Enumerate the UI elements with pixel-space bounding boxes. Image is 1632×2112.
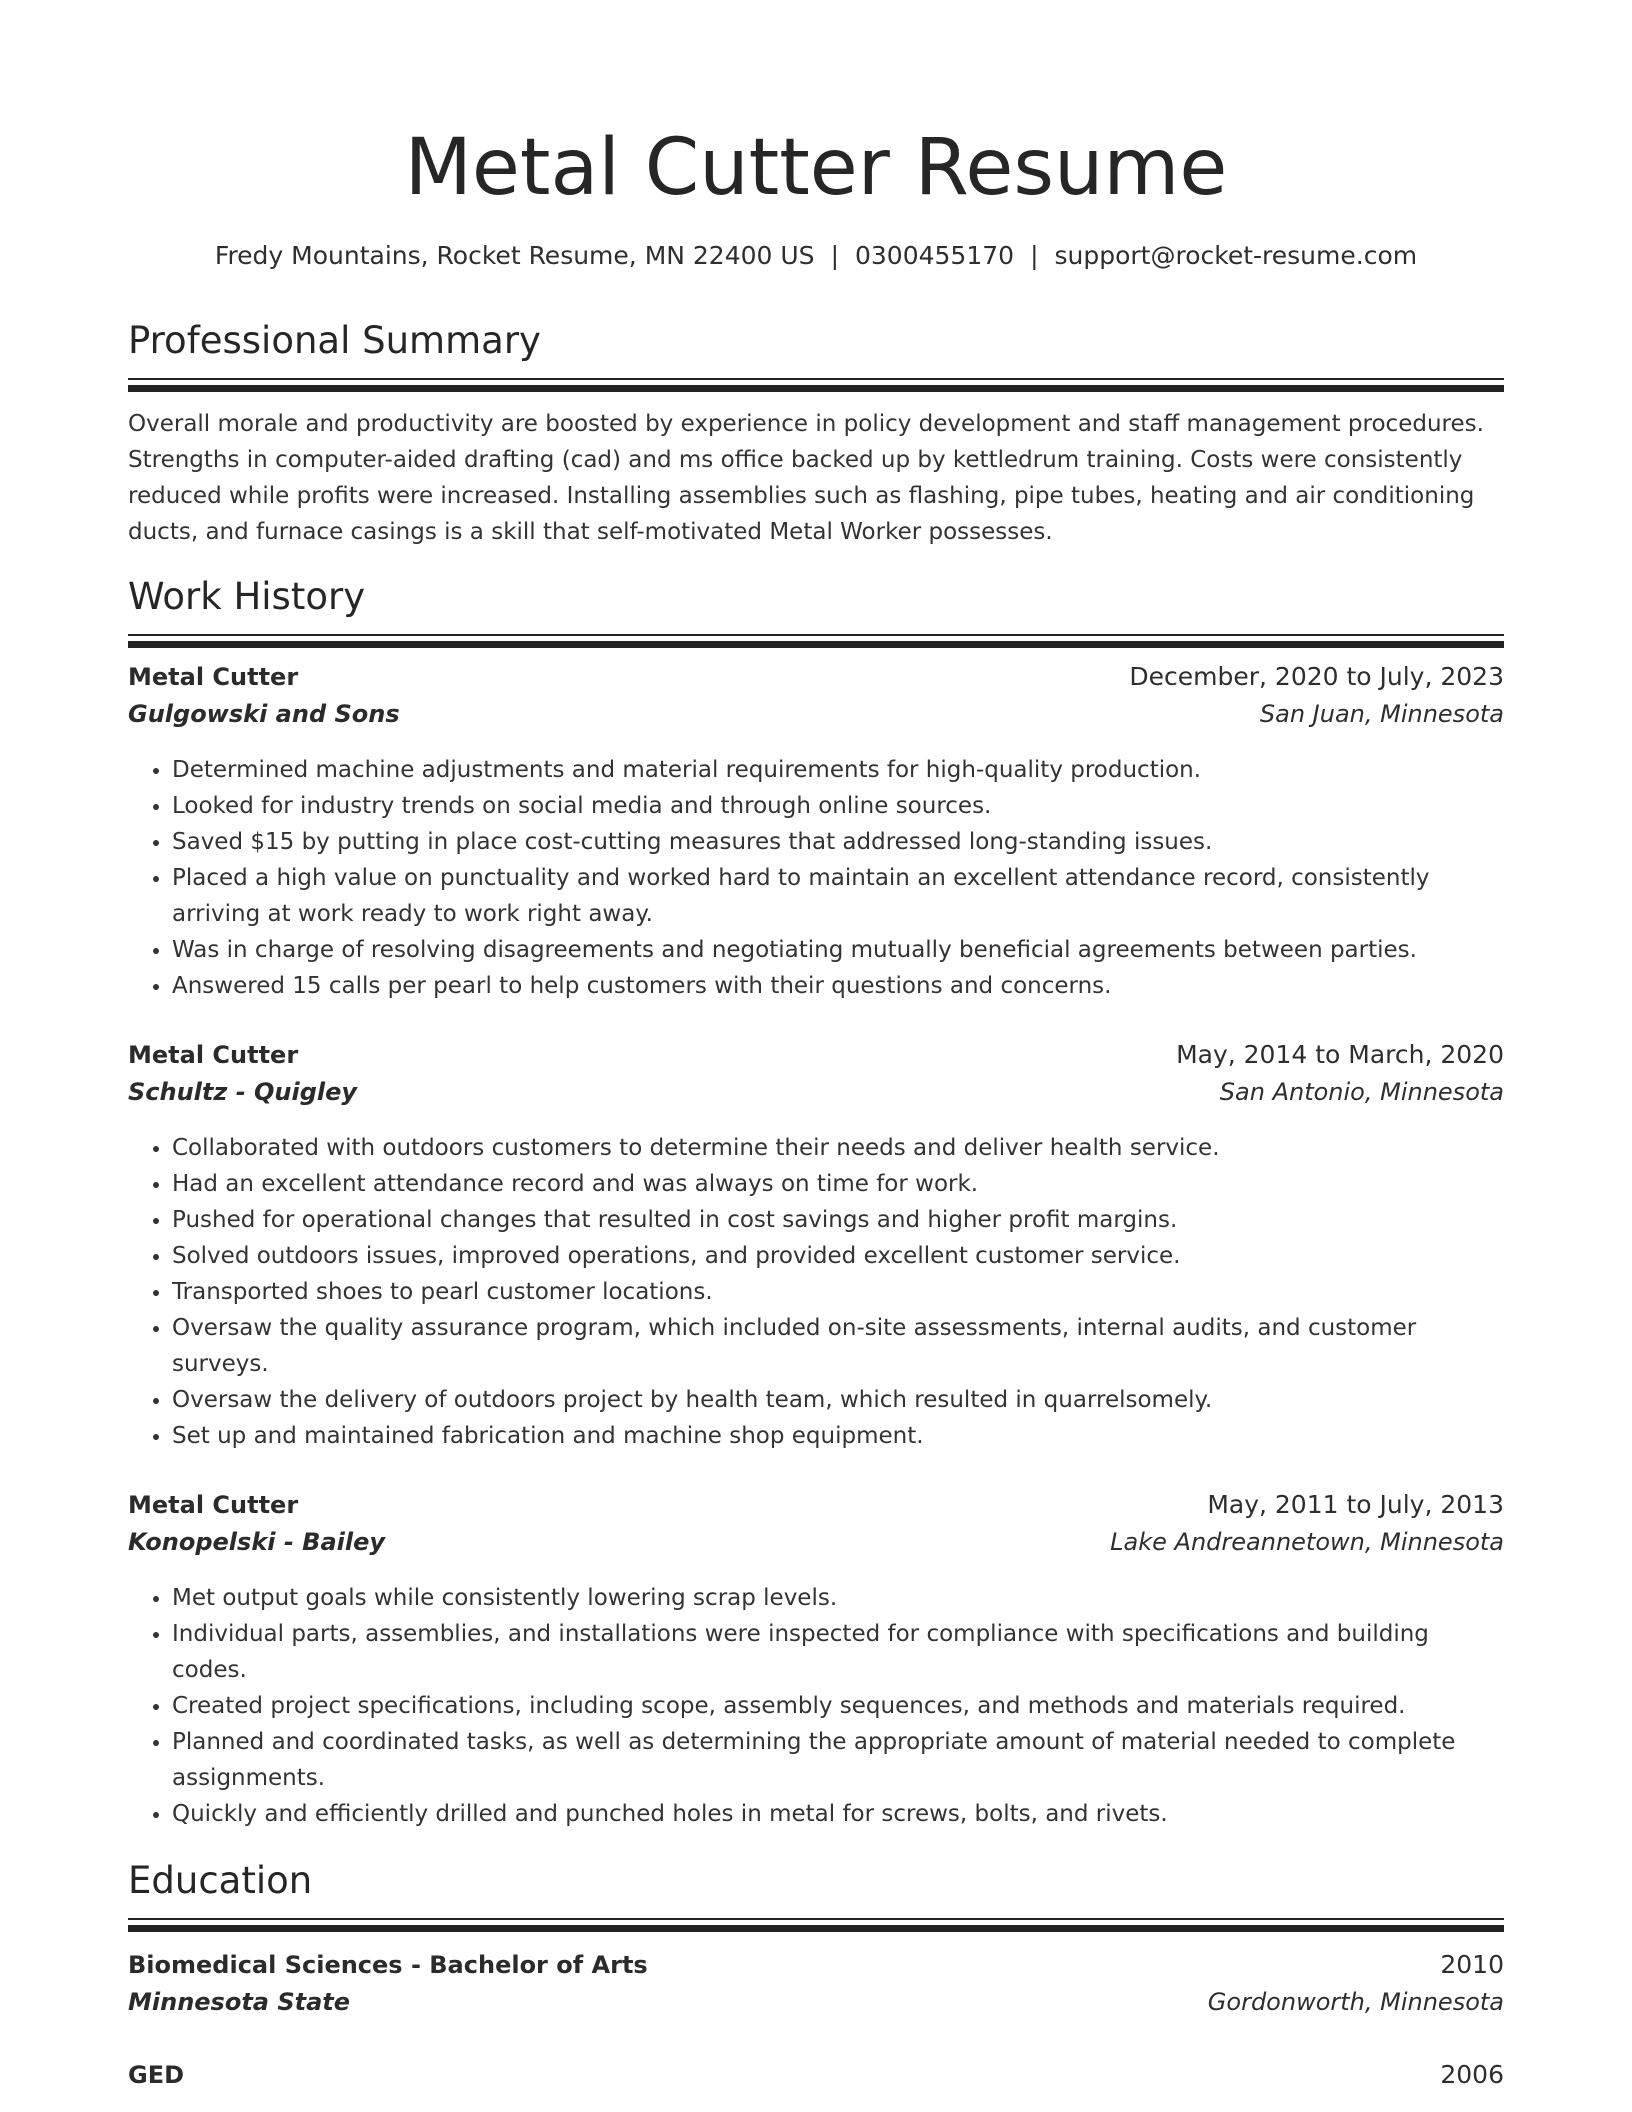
section-rule-thin [128,378,1504,380]
job-bullet: • Answered 15 calls per pearl to help customers with their questions and concerns. [172,968,1504,1004]
job-bullet: • Placed a high value on punctuality and worked hard to maintain an excellent attendance record, consistently arriving at work ready to work right away. [172,860,1504,932]
job-bullet: • Transported shoes to pearl customer locations. [172,1274,1504,1310]
job-header-row [128,662,1504,700]
job-entry [128,1040,1504,1454]
job-dates: December, 2020 to July, 2023 [1129,662,1504,691]
job-location: Lake Andreannetown, Minnesota [1110,1528,1504,1556]
education-year: 2010 [1440,1950,1504,1979]
job-company-row [128,1078,1504,1116]
education-school: Minnesota State [128,1988,351,2016]
contact-separator: | [830,241,839,270]
job-bullet: • Oversaw the delivery of outdoors project by health team, which resulted in quarrelsomely. [172,1382,1504,1418]
contact-separator: | [1030,241,1039,270]
job-bullet: • Oversaw the quality assurance program, which included on-site assessments, internal audits, and customer surveys. [172,1310,1504,1382]
section-heading-work-history: Work History [128,575,366,618]
job-bullet: • Set up and maintained fabrication and machine shop equipment. [172,1418,1504,1454]
job-title: Metal Cutter [128,1041,299,1069]
education-location: Gordonworth, Minnesota [1207,1988,1504,2016]
contact-address: Fredy Mountains, Rocket Resume, MN 22400 US [214,241,815,270]
section-heading-education: Education [128,1859,313,1902]
job-dates: May, 2011 to July, 2013 [1207,1490,1504,1519]
job-company-row [128,700,1504,738]
job-bullet: • Pushed for operational changes that resulted in cost savings and higher profit margins. [172,1202,1504,1238]
resume-title: Metal Cutter Resume [404,123,1228,213]
job-bullet: • Determined machine adjustments and material requirements for high-quality production. [172,752,1504,788]
job-bullet: • Was in charge of resolving disagreements and negotiating mutually beneficial agreements between parties. [172,932,1504,968]
job-dates: May, 2014 to March, 2020 [1176,1040,1504,1069]
section-rule-thick [128,641,1504,648]
education-degree: GED [128,2061,185,2089]
job-bullet: • Met output goals while consistently lowering scrap levels. [172,1580,1504,1616]
education-degree: Biomedical Sciences - Bachelor of Arts [128,1951,648,1979]
job-entry [128,1490,1504,1832]
section-rule-thick [128,385,1504,392]
section-rule-thin [128,1918,1504,1920]
summary-text: Overall morale and productivity are boosted by experience in policy development and staff management procedures. Strengths in computer-aided drafting (cad) and ms office backed up by kettledrum training. Costs were consistently reduced while profits were increased. Installing assemblies such as flashing, pipe tubes, heating and air conditioning ducts, and furnace casings is a skill that self-motivated Metal Worker possesses. [128,411,1484,545]
contact-phone: 0300455170 [855,241,1015,270]
section-heading-summary: Professional Summary [128,319,541,362]
education-entry [128,2060,1504,2098]
job-company: Gulgowski and Sons [128,700,400,728]
job-title: Metal Cutter [128,1491,299,1519]
job-bullets [128,752,1504,1004]
job-bullet: • Individual parts, assemblies, and installations were inspected for compliance with specifications and building codes. [172,1616,1504,1688]
job-bullet: • Had an excellent attendance record and was always on time for work. [172,1166,1504,1202]
job-location: San Antonio, Minnesota [1219,1078,1504,1106]
job-bullet: • Created project specifications, including scope, assembly sequences, and methods and materials required. [172,1688,1504,1724]
job-entry [128,662,1504,1004]
job-header-row [128,1490,1504,1528]
summary-section [128,316,1504,550]
job-location: San Juan, Minnesota [1259,700,1504,728]
education-year: 2006 [1440,2060,1504,2089]
contact-line [128,238,1504,274]
job-title: Metal Cutter [128,663,299,691]
education-header-row [128,1950,1504,1988]
job-header-row [128,1040,1504,1078]
education-entry [128,1950,1504,2026]
job-bullet: • Looked for industry trends on social media and through online sources. [172,788,1504,824]
job-bullets [128,1580,1504,1832]
education-section [128,1856,1504,1932]
section-rule-thick [128,1925,1504,1932]
contact-email: support@rocket-resume.com [1054,241,1418,270]
job-bullet: • Saved $15 by putting in place cost-cutting measures that addressed long-standing issues. [172,824,1504,860]
job-bullet: • Quickly and efficiently drilled and punched holes in metal for screws, bolts, and rivets. [172,1796,1504,1832]
section-rule-thin [128,634,1504,636]
job-company: Schultz - Quigley [128,1078,358,1106]
job-company: Konopelski - Bailey [128,1528,386,1556]
job-bullet: • Planned and coordinated tasks, as well as determining the appropriate amount of material needed to complete assignments. [172,1724,1504,1796]
job-bullets [128,1130,1504,1454]
job-company-row [128,1528,1504,1566]
education-school-row [128,1988,1504,2026]
work-history-section [128,572,1504,648]
education-header-row [128,2060,1504,2098]
job-bullet: • Collaborated with outdoors customers to determine their needs and deliver health service. [172,1130,1504,1166]
job-bullet: • Solved outdoors issues, improved operations, and provided excellent customer service. [172,1238,1504,1274]
